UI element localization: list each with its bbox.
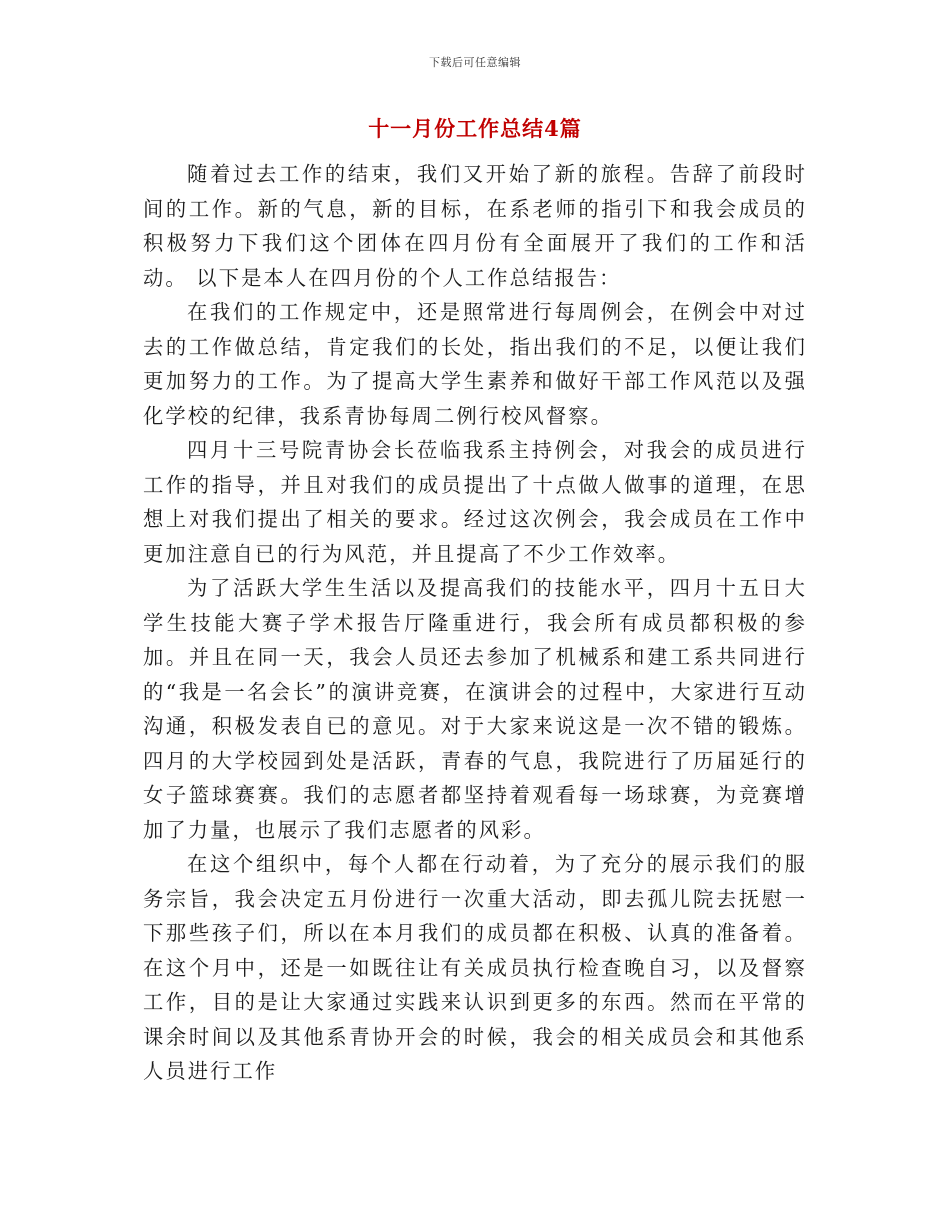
page-header-note: 下载后可任意编辑	[429, 56, 521, 69]
paragraph-4: 为了活跃大学生生活以及提高我们的技能水平，四月十五日大学生技能大赛子学术报告厅隆重进行，我会所有成员都积极的参加。并且在同一天，我会人员还去参加了机械系和建工系共同进行的“我是一名会长”的演讲竞赛，在演讲会的过程中，大家进行互动沟通，积极发表自已的意见。对于大家来说这是一次不错的锻炼。四月的大学校园到处是活跃，青春的气息，我院进行了历届延行的女子篮球赛赛。我们的志愿者都坚持着观看每一场球赛，为竞赛增加了力量，也展示了我们志愿者的风彩。	[143, 576, 807, 842]
paragraph-1: 随着过去工作的结束，我们又开始了新的旅程。告辞了前段时间的工作。新的气息，新的目标，在系老师的指引下和我会成员的积极努力下我们这个团体在四月份有全面展开了我们的工作和活动。 以下是本人在四月份的个人工作总结报告：	[143, 162, 807, 290]
paragraph-2: 在我们的工作规定中，还是照常进行每周例会，在例会中对过去的工作做总结，肯定我们的长处，指出我们的不足，以便让我们更加努力的工作。为了提高大学生素养和做好干部工作风范以及强化学校的纪律，我系青协每周二例行校风督察。	[143, 300, 807, 428]
document-title: 十一月份工作总结4篇	[368, 116, 582, 141]
paragraph-3: 四月十三号院青协会长莅临我系主持例会，对我会的成员进行工作的指导，并且对我们的成员提出了十点做人做事的道理，在思想上对我们提出了相关的要求。经过这次例会，我会成员在工作中更加注意自已的行为风范，并且提高了不少工作效率。	[143, 438, 807, 566]
paragraph-5: 在这个组织中，每个人都在行动着，为了充分的展示我们的服务宗旨，我会决定五月份进行一次重大活动，即去孤儿院去抚慰一下那些孩子们，所以在本月我们的成员都在积极、认真的准备着。在这个月中，还是一如既往让有关成员执行检查晚自习，以及督察工作，目的是让大家通过实践来认识到更多的东西。然而在平常的课余时间以及其他系青协开会的时候，我会的相关成员会和其他系人员进行工作	[143, 852, 807, 1083]
document-body	[143, 157, 807, 1089]
